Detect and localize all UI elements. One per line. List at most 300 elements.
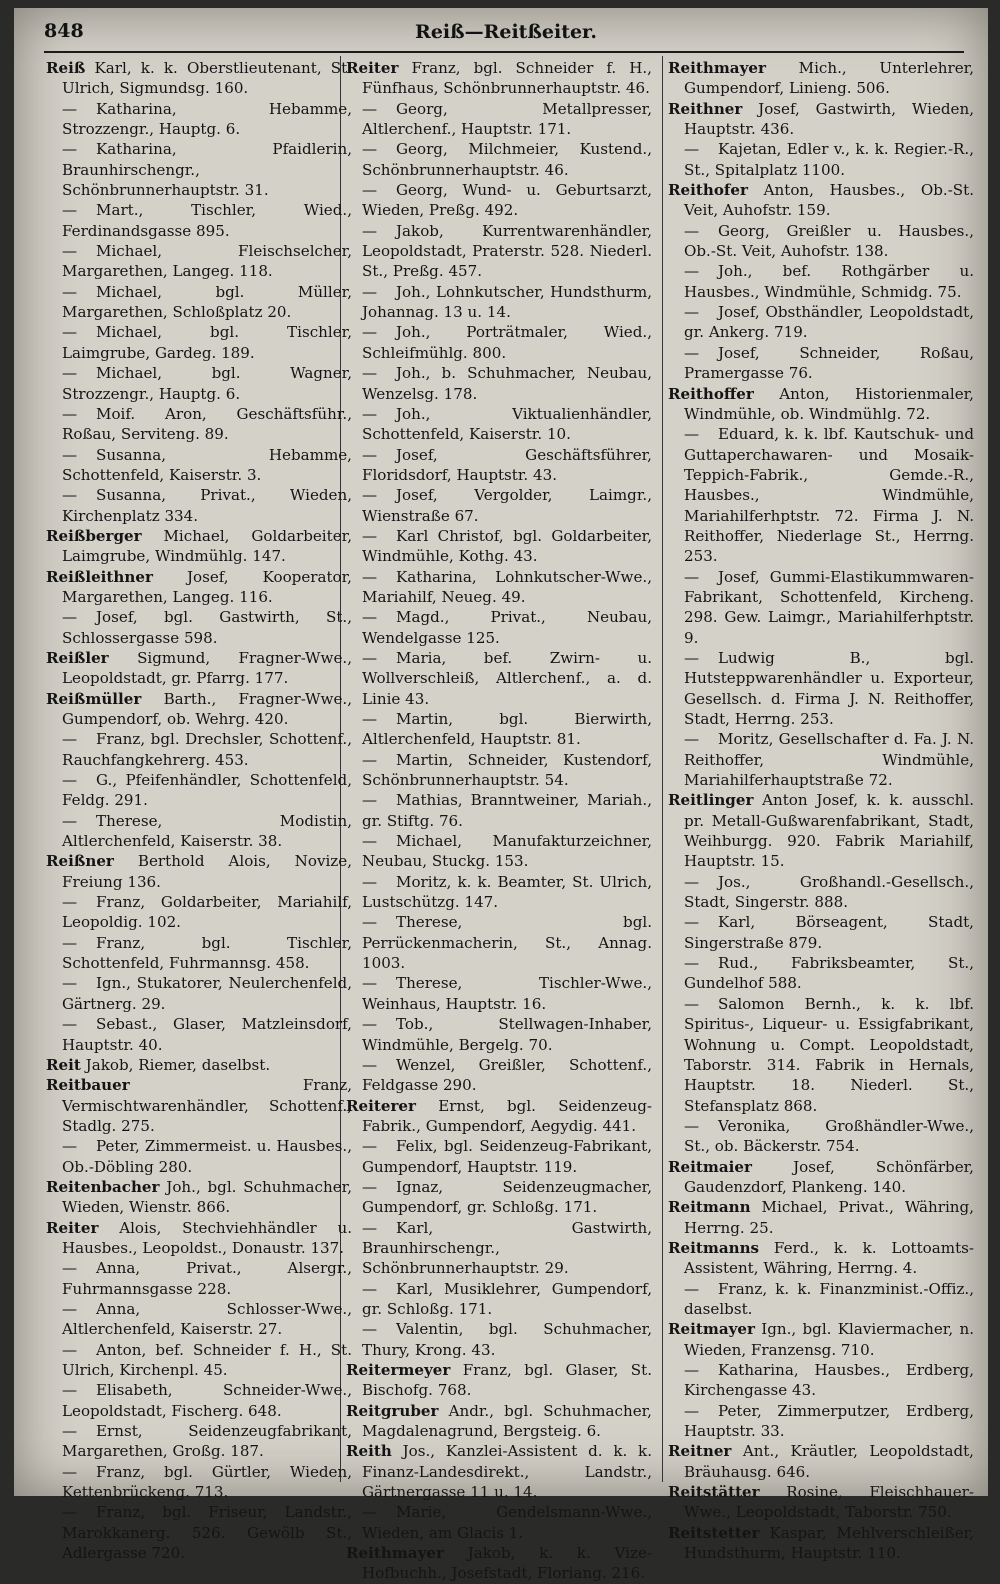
directory-entry — [46, 973, 352, 1014]
ditto-dash: — — [362, 1015, 378, 1034]
entry-surname: Reitstetter — [668, 1523, 760, 1542]
directory-entry — [346, 1319, 652, 1360]
entry-text: Berthold Alois, Novize, Freiung 136. — [62, 852, 352, 891]
entry-text: Anna, Schlosser-Wwe., Altlerchenfeld, Kaiserstr. 27. — [62, 1299, 352, 1339]
directory-entry — [46, 1380, 352, 1421]
ditto-dash: — — [362, 791, 378, 810]
ditto-dash: — — [684, 1279, 700, 1298]
ditto-dash: — — [362, 1279, 378, 1298]
entry-text: Felix, bgl. Seidenzeug-Fabrikant, Gumpendorf, Hauptstr. 119. — [362, 1137, 652, 1176]
directory-entry — [346, 1136, 652, 1177]
ditto-dash: — — [684, 1116, 700, 1135]
directory-entry — [46, 567, 352, 608]
ditto-dash: — — [684, 954, 700, 973]
entry-text: Josef, Geschäftsführer, Floridsdorf, Hauptstr. 43. — [362, 445, 652, 484]
entry-text: Tob., Stellwagen-Inhaber, Windmühle, Bergelg. 70. — [362, 1015, 652, 1054]
entry-text: Jos., Kanzlei-Assistent d. k. k. Finanz-Landesdirekt., Landstr., Gärtnergasse 11 u. 14. — [362, 1442, 652, 1502]
ditto-dash: — — [362, 221, 378, 240]
page-header — [44, 18, 968, 46]
directory-entry — [46, 1340, 352, 1381]
entry-surname: Reiterer — [346, 1096, 416, 1115]
entry-text: Peter, Zimmermeist. u. Hausbes., Ob.-Döbling 280. — [62, 1137, 352, 1176]
entry-text: Magd., Privat., Neubau, Wendelgasse 125. — [362, 608, 652, 647]
entry-surname: Reit — [46, 1055, 81, 1074]
directory-entry — [46, 1502, 352, 1563]
ditto-dash: — — [362, 1503, 378, 1522]
directory-entry — [668, 1441, 974, 1482]
ditto-dash: — — [362, 181, 378, 200]
entry-text: Franz, k. k. Finanzminist.-Offiz., daselbst. — [684, 1279, 974, 1318]
directory-entry — [46, 58, 352, 99]
directory-entry — [668, 1401, 974, 1442]
entry-text: Franz, bgl. Schneider f. H., Fünfhaus, Schönbrunnerhauptstr. 46. — [362, 59, 652, 98]
entry-text: Anna, Privat., Alsergr., Fuhrmannsgasse 228. — [62, 1259, 352, 1298]
directory-entry — [346, 1218, 652, 1279]
ditto-dash: — — [62, 1015, 78, 1034]
entry-text: Joh., b. Schuhmacher, Neubau, Wenzelsg. 178. — [362, 364, 652, 403]
entry-surname: Reithofer — [668, 181, 748, 200]
directory-entry — [346, 404, 652, 445]
ditto-dash: — — [62, 1137, 78, 1156]
ditto-dash: — — [684, 140, 700, 159]
entry-surname: Reiß — [46, 59, 86, 77]
entry-text: Jakob, Riemer, daselbst. — [85, 1055, 271, 1074]
ditto-dash: — — [362, 99, 378, 118]
directory-entry — [668, 729, 974, 790]
entry-text: Michael, bgl. Wagner, Strozzengr., Hauptg. 6. — [62, 364, 352, 403]
entry-surname: Reitermeyer — [346, 1361, 451, 1379]
ditto-dash: — — [684, 872, 700, 891]
ditto-dash: — — [62, 364, 78, 383]
ditto-dash: — — [684, 221, 700, 240]
directory-entry — [46, 851, 352, 892]
ditto-dash: — — [62, 730, 78, 749]
entry-text: Karl, k. k. Oberstlieutenant, St. Ulrich, Sigmundsg. 160. — [62, 59, 352, 98]
ditto-dash: — — [62, 974, 78, 993]
directory-entry — [46, 1299, 352, 1340]
directory-entry — [668, 1482, 974, 1523]
ditto-dash: — — [684, 994, 700, 1013]
directory-entry — [46, 1055, 352, 1075]
entry-surname: Reithmayer — [668, 59, 766, 77]
entry-text: Josef, Gummi-Elastikummwaren-Fabrikant, Schottenfeld, Kircheng. 298. Gew. Laimgr., Mariahilferhptstr. 9. — [684, 567, 974, 647]
entry-text: Sebast., Glaser, Matzleinsdorf, Hauptstr. 40. — [62, 1015, 352, 1054]
ditto-dash: — — [362, 404, 378, 423]
directory-entry — [346, 1401, 652, 1442]
column-1 — [46, 58, 352, 1563]
entry-text: Josef, Schönfärber, Gaudenzdorf, Plankeng. 140. — [684, 1157, 974, 1196]
ditto-dash: — — [62, 811, 78, 830]
ditto-dash: — — [62, 201, 78, 220]
directory-entry — [346, 872, 652, 913]
ditto-dash: — — [62, 1503, 78, 1522]
directory-entry — [668, 99, 974, 140]
entry-text: Veronika, Großhändler-Wwe., St., ob. Bäckerstr. 754. — [684, 1116, 974, 1156]
ditto-dash: — — [62, 893, 78, 912]
entry-text: Karl Christof, bgl. Goldarbeiter, Windmühle, Kothg. 43. — [362, 526, 652, 566]
directory-entry — [46, 770, 352, 811]
directory-entry — [46, 282, 352, 323]
entry-text: Karl, Börseagent, Stadt, Singerstraße 879. — [684, 913, 974, 952]
entry-surname: Reitmann — [668, 1198, 751, 1217]
entry-text: Moif. Aron, Geschäftsführ., Roßau, Serviteng. 89. — [62, 404, 352, 444]
ditto-dash: — — [684, 303, 700, 322]
directory-entry — [346, 139, 652, 180]
ditto-dash: — — [62, 282, 78, 301]
entry-surname: Reitner — [668, 1442, 732, 1461]
entry-text: Wenzel, Greißler, Schottenf., Feldgasse 290. — [362, 1055, 652, 1095]
entry-text: Maria, bef. Zwirn- u. Wollverschleiß, Altlerchenf., a. d. Linie 43. — [362, 648, 652, 708]
directory-entry — [46, 933, 352, 974]
ditto-dash: — — [62, 140, 78, 159]
page-number: 848 — [44, 20, 84, 42]
ditto-dash: — — [362, 1218, 378, 1237]
entry-surname: Reitlinger — [668, 791, 754, 810]
directory-entry — [46, 404, 352, 445]
ditto-dash: — — [62, 445, 78, 464]
ditto-dash: — — [362, 1055, 378, 1074]
ditto-dash: — — [684, 1361, 700, 1379]
ditto-dash: — — [684, 262, 700, 281]
entry-text: Kaspar, Mehlverschleißer, Hundsthurm, Hauptstr. 110. — [684, 1523, 974, 1563]
directory-entry — [46, 1136, 352, 1177]
entry-text: Barth., Fragner-Wwe., Gumpendorf, ob. Wehrg. 420. — [62, 689, 352, 728]
directory-entry — [668, 221, 974, 262]
entry-surname: Reißleithner — [46, 567, 153, 586]
ditto-dash: — — [62, 1422, 78, 1441]
directory-entry — [668, 994, 974, 1116]
directory-entry — [46, 139, 352, 200]
entry-text: Anton Josef, k. k. ausschl. pr. Metall-Gußwarenfabrikant, Stadt, Weihburgg. 920. Fabrik Mariahilf, Hauptstr. 15. — [684, 791, 974, 871]
entry-text: G., Pfeifenhändler, Schottenfeld, Feldg. 291. — [62, 771, 352, 810]
directory-entry — [46, 241, 352, 282]
ditto-dash: — — [684, 343, 700, 362]
running-title: Reiß—Reitßeiter. — [415, 21, 597, 43]
directory-entry — [46, 99, 352, 140]
entry-text: Joh., Lohnkutscher, Hundsthurm, Johannag. 13 u. 14. — [362, 282, 652, 322]
entry-text: Sigmund, Fragner-Wwe., Leopoldstadt, gr. Pfarrg. 177. — [62, 648, 352, 688]
entry-text: Michael, bgl. Müller, Margarethen, Schloßplatz 20. — [62, 282, 352, 322]
ditto-dash: — — [62, 99, 78, 118]
directory-entry — [668, 58, 974, 99]
entry-surname: Reißler — [46, 648, 109, 667]
directory-entry — [668, 1523, 974, 1564]
entry-text: Ludwig B., bgl. Hutsteppwarenhändler u. Exporteur, Gesellsch. d. Firma J. N. Reithoffer, Stadt, Herrng. 253. — [684, 648, 974, 728]
directory-entry — [668, 1360, 974, 1401]
entry-surname: Reiter — [46, 1218, 99, 1237]
ditto-dash: — — [362, 1137, 378, 1156]
directory-entry — [668, 424, 974, 566]
ditto-dash: — — [362, 445, 378, 464]
entry-text: Jakob, k. k. Vize-Hofbuchh., Josefstadt, Floriang. 216. — [362, 1544, 652, 1583]
entry-text: Ernst, bgl. Seidenzeug-Fabrik., Gumpendorf, Aegydig. 441. — [362, 1096, 652, 1135]
directory-entry — [46, 200, 352, 241]
ditto-dash: — — [62, 323, 78, 342]
entry-surname: Reißmüller — [46, 689, 142, 708]
directory-entry — [346, 648, 652, 709]
ditto-dash: — — [362, 323, 378, 342]
entry-text: Kajetan, Edler v., k. k. Regier.-R., St., Spitalplatz 1100. — [684, 140, 974, 179]
entry-text: Georg, Wund- u. Geburtsarzt, Wieden, Preßg. 492. — [362, 181, 652, 220]
entry-text: Rud., Fabriksbeamter, St., Gundelhof 588. — [684, 954, 974, 993]
directory-entry — [668, 1238, 974, 1279]
directory-entry — [46, 526, 352, 567]
entry-text: Valentin, bgl. Schuhmacher, Thury, Krong. 43. — [362, 1320, 652, 1359]
entry-surname: Reithner — [668, 99, 743, 118]
directory-entry — [668, 1279, 974, 1320]
entry-text: Martin, Schneider, Kustendorf, Schönbrunnerhauptstr. 54. — [362, 750, 652, 790]
directory-entry — [346, 912, 652, 973]
column-3 — [668, 58, 974, 1563]
entry-surname: Reith — [346, 1442, 392, 1461]
entry-text: Peter, Zimmerputzer, Erdberg, Hauptstr. 33. — [684, 1401, 974, 1441]
entry-text: Therese, Tischler-Wwe., Weinhaus, Hauptstr. 16. — [362, 974, 652, 1013]
ditto-dash: — — [62, 771, 78, 790]
entry-text: Ignaz, Seidenzeugmacher, Gumpendorf, gr. Schloßg. 171. — [362, 1177, 652, 1217]
ditto-dash: — — [62, 1299, 78, 1318]
directory-entry — [46, 1462, 352, 1503]
directory-entry — [668, 790, 974, 871]
ditto-dash: — — [62, 1340, 78, 1359]
directory-entry — [668, 302, 974, 343]
directory-entry — [346, 1055, 652, 1096]
ditto-dash: — — [362, 1320, 378, 1339]
ditto-dash: — — [362, 567, 378, 586]
ditto-dash: — — [362, 608, 378, 627]
directory-entry — [346, 180, 652, 221]
entry-text: Josef, Vergolder, Laimgr., Wienstraße 67. — [362, 486, 652, 525]
directory-entry — [346, 1543, 652, 1584]
entry-surname: Reitmayer — [668, 1320, 755, 1339]
directory-entry — [346, 1279, 652, 1320]
directory-entry — [346, 485, 652, 526]
entry-text: Franz, bgl. Drechsler, Schottenf., Rauchfangkehrerg. 453. — [62, 730, 352, 769]
directory-entry — [46, 689, 352, 730]
entry-text: Karl, Musiklehrer, Gumpendorf, gr. Schloßg. 171. — [362, 1279, 652, 1318]
ditto-dash: — — [362, 974, 378, 993]
directory-entry — [46, 1075, 352, 1136]
header-rule — [44, 51, 964, 53]
directory-page — [14, 8, 988, 1583]
ditto-dash: — — [684, 425, 700, 444]
ditto-dash: — — [362, 1177, 378, 1196]
ditto-dash: — — [684, 1401, 700, 1420]
entry-text: Franz, bgl. Gürtler, Wieden, Kettenbrückeng. 713. — [62, 1462, 352, 1502]
ditto-dash: — — [62, 933, 78, 952]
directory-entry — [46, 1218, 352, 1259]
entry-surname: Reißner — [46, 852, 114, 871]
entry-text: Katharina, Hebamme, Strozzengr., Hauptg. 6. — [62, 99, 352, 139]
entry-text: Franz, bgl. Glaser, St. Bischofg. 768. — [362, 1361, 652, 1400]
directory-entry — [46, 322, 352, 363]
entry-text: Moritz, k. k. Beamter, St. Ulrich, Lustschützg. 147. — [362, 872, 652, 912]
directory-entry — [46, 1014, 352, 1055]
directory-entry — [346, 1502, 652, 1543]
entry-text: Therese, Modistin, Altlerchenfeld, Kaiserstr. 38. — [62, 811, 352, 851]
entry-text: Jakob, Kurrentwarenhändler, Leopoldstadt, Praterstr. 528. Niederl. St., Preßg. 457. — [362, 221, 652, 281]
entry-text: Franz, bgl. Friseur, Landstr., Marokkanerg. 526. Gewölb St., Adlergasse 720. — [62, 1503, 352, 1563]
directory-entry — [46, 363, 352, 404]
entry-text: Karl, Gastwirth, Braunhirschengr., Schönbrunnerhauptstr. 29. — [362, 1218, 652, 1278]
ditto-dash: — — [684, 567, 700, 586]
directory-entry — [668, 1157, 974, 1198]
entry-text: Georg, Milchmeier, Kustend., Schönbrunnerhauptstr. 46. — [362, 140, 652, 179]
column-2 — [346, 58, 652, 1584]
entry-text: Mart., Tischler, Wied., Ferdinandsgasse 895. — [62, 201, 352, 240]
entry-text: Mathias, Branntweiner, Mariah., gr. Stiftg. 76. — [362, 791, 652, 830]
entry-surname: Reißberger — [46, 526, 142, 545]
entry-surname: Reitmaier — [668, 1157, 752, 1176]
entry-text: Elisabeth, Schneider-Wwe., Leopoldstadt, Fischerg. 648. — [62, 1381, 352, 1420]
ditto-dash: — — [62, 1259, 78, 1278]
directory-entry — [668, 953, 974, 994]
directory-entry — [346, 831, 652, 872]
entry-text: Anton, Historienmaler, Windmühle, ob. Windmühlg. 72. — [684, 384, 974, 423]
entry-text: Josef, Obsthändler, Leopoldstadt, gr. Ankerg. 719. — [684, 303, 974, 342]
directory-entry — [46, 445, 352, 486]
entry-text: Moritz, Gesellschafter d. Fa. J. N. Reithoffer, Windmühle, Mariahilferhauptstraße 72. — [684, 730, 974, 790]
entry-text: Alois, Stechviehhändler u. Hausbes., Leopoldst., Donaustr. 137. — [62, 1218, 352, 1257]
entry-text: Jos., Großhandl.-Gesellsch., Stadt, Singerstr. 888. — [684, 872, 974, 912]
entry-text: Katharina, Lohnkutscher-Wwe., Mariahilf, Neueg. 49. — [362, 567, 652, 606]
directory-entry — [346, 1014, 652, 1055]
entry-text: Georg, Metallpresser, Altlerchenf., Hauptstr. 171. — [362, 99, 652, 139]
entry-text: Franz, bgl. Tischler, Schottenfeld, Fuhrmannsg. 458. — [62, 933, 352, 973]
entry-text: Anton, Hausbes., Ob.-St. Veit, Auhofstr. 159. — [684, 181, 974, 220]
directory-entry — [668, 1116, 974, 1157]
directory-entry — [668, 567, 974, 648]
directory-entry — [46, 1258, 352, 1299]
directory-entry — [346, 99, 652, 140]
entry-text: Ferd., k. k. Lottoamts-Assistent, Währing, Herrng. 4. — [684, 1238, 974, 1278]
entry-text: Andr., bgl. Schuhmacher, Magdalenagrund, Bergsteig. 6. — [362, 1401, 652, 1441]
entry-text: Katharina, Hausbes., Erdberg, Kirchengasse 43. — [684, 1361, 974, 1400]
entry-text: Franz, Vermischtwarenhändler, Schottenf., Stadlg. 275. — [62, 1076, 352, 1135]
entry-text: Georg, Greißler u. Hausbes., Ob.-St. Veit, Auhofstr. 138. — [684, 221, 974, 261]
entry-text: Martin, bgl. Bierwirth, Altlerchenfeld, Hauptstr. 81. — [362, 710, 652, 749]
ditto-dash: — — [362, 282, 378, 301]
ditto-dash: — — [62, 404, 78, 423]
entry-surname: Reithmayer — [346, 1544, 444, 1563]
directory-entry — [46, 485, 352, 526]
directory-entry — [46, 811, 352, 852]
directory-entry — [346, 1177, 652, 1218]
entry-text: Mich., Unterlehrer, Gumpendorf, Linieng. 506. — [684, 59, 974, 98]
directory-entry — [346, 363, 652, 404]
directory-entry — [346, 1360, 652, 1401]
entry-text: Ign., bgl. Klaviermacher, n. Wieden, Franzensg. 710. — [684, 1320, 974, 1359]
directory-entry — [46, 1177, 352, 1218]
ditto-dash: — — [362, 832, 378, 851]
ditto-dash: — — [684, 730, 700, 749]
entry-text: Josef, bgl. Gastwirth, St., Schlossergasse 598. — [62, 608, 352, 647]
ditto-dash: — — [684, 648, 700, 667]
directory-entry — [668, 872, 974, 913]
entry-text: Michael, Manufakturzeichner, Neubau, Stuckg. 153. — [362, 832, 652, 871]
directory-entry — [346, 58, 652, 99]
directory-entry — [346, 709, 652, 750]
ditto-dash: — — [362, 750, 378, 769]
ditto-dash: — — [362, 648, 378, 667]
ditto-dash: — — [62, 1381, 78, 1400]
entry-text: Marie, Gendelsmann-Wwe., Wieden, am Glacis 1. — [362, 1503, 652, 1542]
directory-entry — [346, 607, 652, 648]
entry-text: Michael, Fleischselcher, Margarethen, Langeg. 118. — [62, 242, 352, 281]
entry-text: Joh., Porträtmaler, Wied., Schleifmühlg. 800. — [362, 323, 652, 362]
directory-entry — [346, 221, 652, 282]
entry-text: Eduard, k. k. lbf. Kautschuk- und Guttaperchawaren- und Mosaik-Teppich-Fabrik., Gemde.-R., Hausbes., Windmühle, Mariahilferhptstr. 72. Firma J. N. Reithoffer, Niederlage St., Herrng. 253. — [684, 425, 974, 566]
entry-text: Michael, Privat., Währing, Herrng. 25. — [684, 1198, 974, 1237]
directory-entry — [668, 1197, 974, 1238]
directory-entry — [46, 607, 352, 648]
directory-entry — [46, 1421, 352, 1462]
ditto-dash: — — [62, 486, 78, 505]
entry-text: Michael, Goldarbeiter, Laimgrube, Windmühlg. 147. — [62, 526, 352, 566]
entry-text: Rosine, Fleischhauer-Wwe., Leopoldstadt, Taborstr. 750. — [684, 1483, 974, 1522]
entry-surname: Reitmanns — [668, 1238, 760, 1257]
directory-entry — [346, 1096, 652, 1137]
entry-text: Joh., bef. Rothgärber u. Hausbes., Windmühle, Schmidg. 75. — [684, 262, 974, 301]
ditto-dash: — — [362, 526, 378, 545]
directory-entry — [346, 973, 652, 1014]
directory-entry — [346, 750, 652, 791]
ditto-dash: — — [62, 608, 78, 627]
entry-surname: Reitgruber — [346, 1401, 439, 1420]
ditto-dash: — — [362, 140, 378, 159]
entry-text: Ign., Stukatorer, Neulerchenfeld, Gärtnerg. 29. — [62, 974, 352, 1013]
directory-entry — [346, 1441, 652, 1502]
directory-entry — [668, 139, 974, 180]
ditto-dash: — — [62, 1462, 78, 1481]
ditto-dash: — — [362, 913, 378, 932]
entry-text: Susanna, Hebamme, Schottenfeld, Kaiserstr. 3. — [62, 445, 352, 484]
directory-entry — [668, 261, 974, 302]
ditto-dash: — — [684, 913, 700, 932]
entry-text: Therese, bgl. Perrückenmacherin, St., Annag. 1003. — [362, 913, 652, 973]
entry-text: Salomon Bernh., k. k. lbf. Spiritus-, Liqueur- u. Essigfabrikant, Wohnung u. Compt. Leopoldstadt, Taborstr. 314. Fabrik in Hernals, Hauptstr. 18. Niederl. St., Stefansplatz 868. — [684, 994, 974, 1115]
directory-entry — [346, 526, 652, 567]
entry-text: Michael, bgl. Tischler, Laimgrube, Gardeg. 189. — [62, 323, 352, 362]
column-divider — [662, 56, 663, 1482]
directory-entry — [668, 384, 974, 425]
entry-text: Joh., Viktualienhändler, Schottenfeld, Kaiserstr. 10. — [362, 404, 652, 444]
entry-surname: Reitenbacher — [46, 1177, 160, 1196]
entry-text: Katharina, Pfaidlerin, Braunhirschengr., Schönbrunnerhauptstr. 31. — [62, 140, 352, 200]
directory-entry — [668, 648, 974, 729]
entry-text: Joh., bgl. Schuhmacher, Wieden, Wienstr. 866. — [62, 1177, 352, 1217]
directory-entry — [46, 648, 352, 689]
ditto-dash: — — [362, 872, 378, 891]
entry-surname: Reitstätter — [668, 1483, 760, 1502]
ditto-dash: — — [362, 710, 378, 728]
entry-text: Josef, Schneider, Roßau, Pramergasse 76. — [684, 343, 974, 383]
entry-surname: Reitbauer — [46, 1076, 130, 1095]
directory-entry — [668, 343, 974, 384]
entry-text: Ernst, Seidenzeugfabrikant, Margarethen, Großg. 187. — [62, 1422, 352, 1461]
entry-text: Josef, Gastwirth, Wieden, Hauptstr. 436. — [684, 99, 974, 139]
directory-entry — [668, 1319, 974, 1360]
directory-entry — [668, 912, 974, 953]
entry-text: Franz, Goldarbeiter, Mariahilf, Leopoldig. 102. — [62, 893, 352, 932]
entry-text: Ant., Kräutler, Leopoldstadt, Bräuhausg. 646. — [684, 1442, 974, 1481]
entry-surname: Reithoffer — [668, 384, 754, 403]
directory-entry — [346, 322, 652, 363]
directory-entry — [46, 729, 352, 770]
ditto-dash: — — [362, 486, 378, 505]
entry-surname: Reiter — [346, 59, 399, 77]
directory-entry — [668, 180, 974, 221]
directory-entry — [346, 790, 652, 831]
